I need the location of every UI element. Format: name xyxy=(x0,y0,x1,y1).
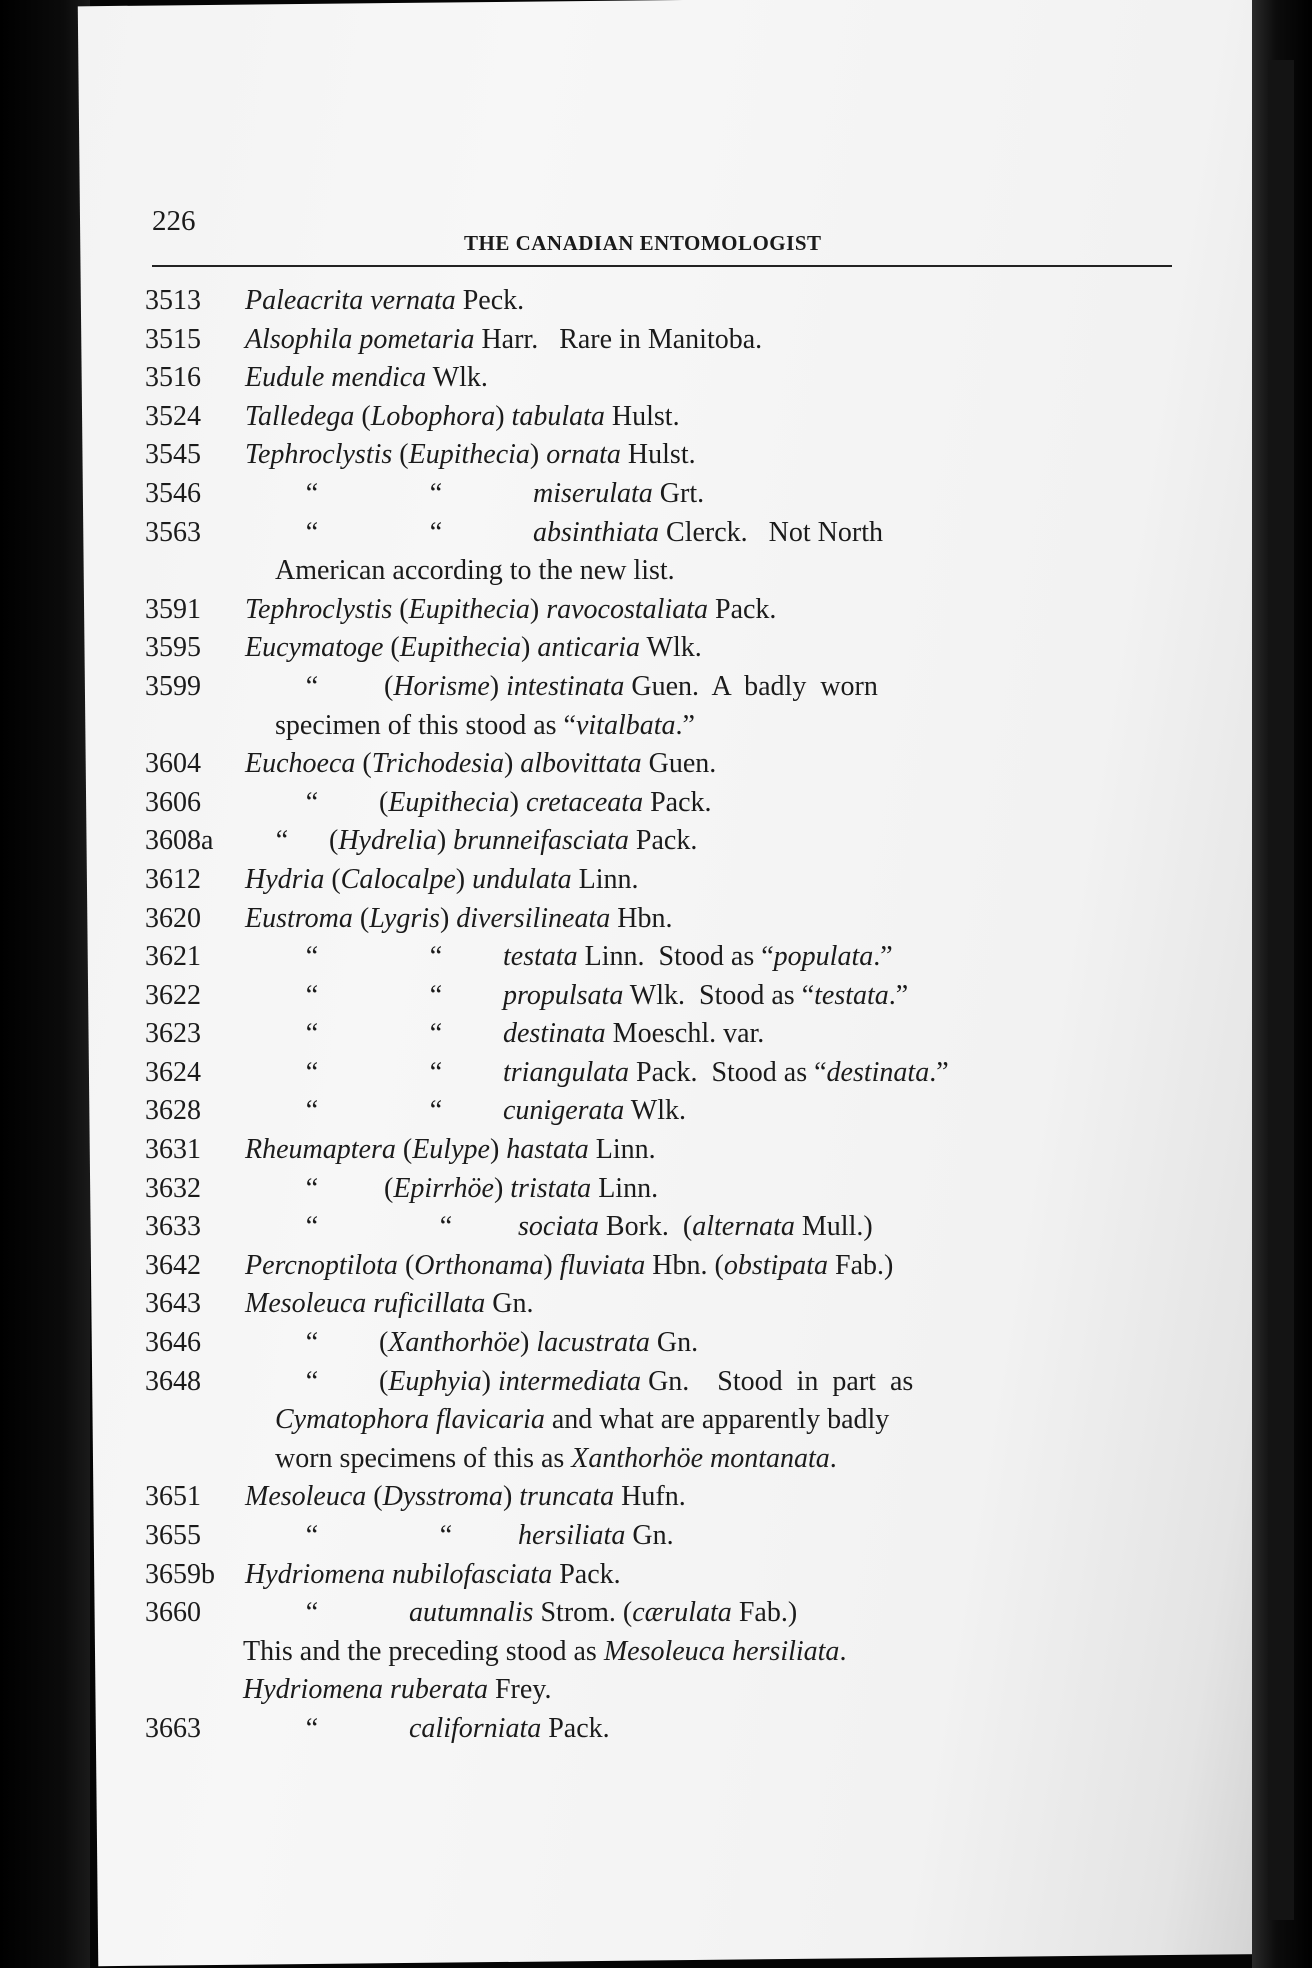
entry-text: Alsophila pometaria Harr. Rare in Manitoba. xyxy=(245,323,763,355)
scan-left-shadow xyxy=(0,0,90,1968)
list-item xyxy=(145,321,1185,360)
book-spine xyxy=(1268,60,1294,1920)
list-item xyxy=(145,514,1185,553)
entry-text: “ “ destinata Moeschl. var. xyxy=(245,1015,1175,1054)
entry-number: 3624 xyxy=(145,1056,201,1088)
entry-number: 3604 xyxy=(145,748,201,780)
ditto-mark: “ xyxy=(305,1211,319,1243)
entry-number: 3606 xyxy=(145,786,201,818)
entry-number: 3643 xyxy=(145,1288,201,1320)
ditto-mark: “ xyxy=(305,1712,319,1744)
entry-continuation: Cymatophora flavicaria and what are apparently badly xyxy=(275,1404,890,1436)
ditto-mark: “ xyxy=(429,1018,443,1050)
list-item xyxy=(145,1054,1185,1093)
ditto-mark: “ xyxy=(305,516,319,548)
ditto-mark: “ xyxy=(275,825,289,857)
entry-text: “ autumnalis Strom. (cærulata Fab.) xyxy=(245,1594,1175,1633)
list-item xyxy=(145,1247,1185,1286)
list-item xyxy=(145,1594,1185,1633)
ditto-mark: “ xyxy=(305,1365,319,1397)
ditto-mark: “ xyxy=(305,670,319,702)
entry-number: 3633 xyxy=(145,1211,201,1243)
entry-number: 3515 xyxy=(145,323,201,355)
ditto-mark: “ xyxy=(305,1018,319,1050)
entry-text: “ (Eupithecia) cretaceata Pack. xyxy=(245,784,1175,823)
list-item xyxy=(145,629,1185,668)
list-item xyxy=(145,938,1185,977)
entry-number: 3623 xyxy=(145,1018,201,1050)
list-item xyxy=(145,1517,1185,1556)
list-item xyxy=(145,1170,1185,1209)
ditto-mark: “ xyxy=(429,1056,443,1088)
entry-continuation: worn specimens of this as Xanthorhöe montanata. xyxy=(275,1442,837,1474)
entry-text: “ (Hydrelia) brunneifasciata Pack. xyxy=(245,822,1175,861)
entry-text: Mesoleuca ruficillata Gn. xyxy=(245,1288,534,1320)
entry-number: 3513 xyxy=(145,285,201,316)
list-item xyxy=(145,398,1185,437)
ditto-mark: “ xyxy=(429,516,443,548)
entry-number: 3612 xyxy=(145,863,201,895)
list-item xyxy=(145,1092,1185,1131)
entry-number: 3642 xyxy=(145,1249,201,1281)
list-item xyxy=(145,1710,1185,1749)
ditto-mark: “ xyxy=(429,1095,443,1127)
ditto-mark: “ xyxy=(305,477,319,509)
entry-text: Tephroclystis (Eupithecia) ornata Hulst. xyxy=(245,439,696,471)
ditto-mark: “ xyxy=(305,1095,319,1127)
entry-number: 3620 xyxy=(145,902,201,934)
entry-text: “ “ triangulata Pack. Stood as “destinata.” xyxy=(245,1054,1175,1093)
list-item xyxy=(145,900,1185,939)
entry-text: “ “ sociata Bork. (alternata Mull.) xyxy=(245,1208,1175,1247)
ditto-mark: “ xyxy=(305,1172,319,1204)
list-item xyxy=(145,436,1185,475)
list-item xyxy=(145,475,1185,514)
list-item xyxy=(145,591,1185,630)
ditto-mark: “ xyxy=(429,979,443,1011)
entry-text: “ (Horisme) intestinata Guen. A badly worn xyxy=(245,668,1175,707)
ditto-mark: “ xyxy=(439,1520,453,1551)
entry-text: Paleacrita vernata Peck. xyxy=(245,285,525,316)
ditto-mark: “ xyxy=(429,941,443,973)
ditto-mark: “ xyxy=(305,1056,319,1088)
running-title: THE CANADIAN ENTOMOLOGIST xyxy=(464,231,822,255)
entry-text: Percnoptilota (Orthonama) fluviata Hbn. (obstipata Fab.) xyxy=(245,1249,894,1281)
list-item xyxy=(145,745,1185,784)
entry-text: “ “ hersiliata Gn. xyxy=(245,1517,1175,1556)
entry-number: 3621 xyxy=(145,941,201,973)
list-item xyxy=(145,1363,1185,1402)
entry-number: 3646 xyxy=(145,1327,201,1359)
entry-continuation: American according to the new list. xyxy=(275,555,675,587)
entry-number: 3516 xyxy=(145,362,201,394)
entry-text: “ “ cunigerata Wlk. xyxy=(245,1092,1175,1131)
entry-number: 3545 xyxy=(145,439,201,471)
entry-text: “ “ absinthiata Clerck. Not North xyxy=(245,514,1175,553)
entry-number: 3632 xyxy=(145,1172,201,1204)
entry-text: “ “ testata Linn. Stood as “populata.” xyxy=(245,938,1175,977)
entry-number: 3628 xyxy=(145,1095,201,1127)
list-item xyxy=(145,1324,1185,1363)
entry-number: 3608a xyxy=(145,825,214,857)
entry-number: 3663 xyxy=(145,1712,201,1744)
entry-text: Eucymatoge (Eupithecia) anticaria Wlk. xyxy=(245,632,702,664)
ditto-mark: “ xyxy=(305,941,319,973)
entry-text: Talledega (Lobophora) tabulata Hulst. xyxy=(245,400,680,432)
entry-number: 3546 xyxy=(145,477,201,509)
entry-number: 3524 xyxy=(145,400,201,432)
list-item xyxy=(145,1015,1185,1054)
page-header xyxy=(152,205,1172,265)
ditto-mark: “ xyxy=(305,979,319,1011)
entry-text: Tephroclystis (Eupithecia) ravocostaliata Pack. xyxy=(245,593,777,625)
entry-number: 3595 xyxy=(145,632,201,664)
entry-number: 3648 xyxy=(145,1365,201,1397)
entry-text: Euchoeca (Trichodesia) albovittata Guen. xyxy=(245,748,717,780)
entry-number: 3591 xyxy=(145,593,201,625)
ditto-mark: “ xyxy=(429,477,443,509)
header-rule xyxy=(152,265,1172,267)
entry-number: 3563 xyxy=(145,516,201,548)
entry-number: 3659b xyxy=(145,1558,215,1590)
list-item xyxy=(145,668,1185,707)
list-item xyxy=(145,784,1185,823)
entry-text: “ “ propulsata Wlk. Stood as “testata.” xyxy=(245,977,1175,1016)
note-line: This and the preceding stood as Mesoleuca hersiliata. xyxy=(243,1635,847,1667)
entry-text: Hydriomena nubilofasciata Pack. xyxy=(245,1558,621,1590)
ditto-mark: “ xyxy=(439,1211,453,1243)
list-item xyxy=(145,359,1185,398)
species-list xyxy=(145,282,1185,1749)
list-item xyxy=(145,1285,1185,1324)
ditto-mark: “ xyxy=(305,1327,319,1359)
entry-text: Eustroma (Lygris) diversilineata Hbn. xyxy=(245,902,673,934)
page-number: 226 xyxy=(152,205,196,237)
list-item xyxy=(145,1478,1185,1517)
list-item xyxy=(145,1208,1185,1247)
note-line: Hydriomena ruberata Frey. xyxy=(243,1674,552,1706)
list-item xyxy=(145,861,1185,900)
entry-text: “ (Xanthorhöe) lacustrata Gn. xyxy=(245,1324,1175,1363)
entry-text: “ (Euphyia) intermediata Gn. Stood in part as xyxy=(245,1363,1175,1402)
list-item xyxy=(145,282,1185,321)
entry-continuation: specimen of this stood as “vitalbata.” xyxy=(275,709,695,741)
entry-text: Hydria (Calocalpe) undulata Linn. xyxy=(245,863,639,895)
ditto-mark: “ xyxy=(305,786,319,818)
list-item xyxy=(145,977,1185,1016)
entry-number: 3631 xyxy=(145,1134,201,1166)
entry-number: 3660 xyxy=(145,1597,201,1629)
ditto-mark: “ xyxy=(305,1520,319,1551)
list-item xyxy=(145,1131,1185,1170)
entry-number: 3599 xyxy=(145,670,201,702)
entry-text: “ “ miserulata Grt. xyxy=(245,475,1175,514)
entry-text: Mesoleuca (Dysstroma) truncata Hufn. xyxy=(245,1481,686,1513)
entry-number: 3651 xyxy=(145,1481,201,1513)
list-item xyxy=(145,1556,1185,1595)
ditto-mark: “ xyxy=(305,1597,319,1629)
entry-number: 3655 xyxy=(145,1520,201,1551)
list-item xyxy=(145,822,1185,861)
entry-text: Eudule mendica Wlk. xyxy=(245,362,488,394)
entry-text: “ californiata Pack. xyxy=(245,1710,1175,1749)
entry-text: “ (Epirrhöe) tristata Linn. xyxy=(245,1170,1175,1209)
entry-text: Rheumaptera (Eulype) hastata Linn. xyxy=(245,1134,656,1166)
entry-number: 3622 xyxy=(145,979,201,1011)
